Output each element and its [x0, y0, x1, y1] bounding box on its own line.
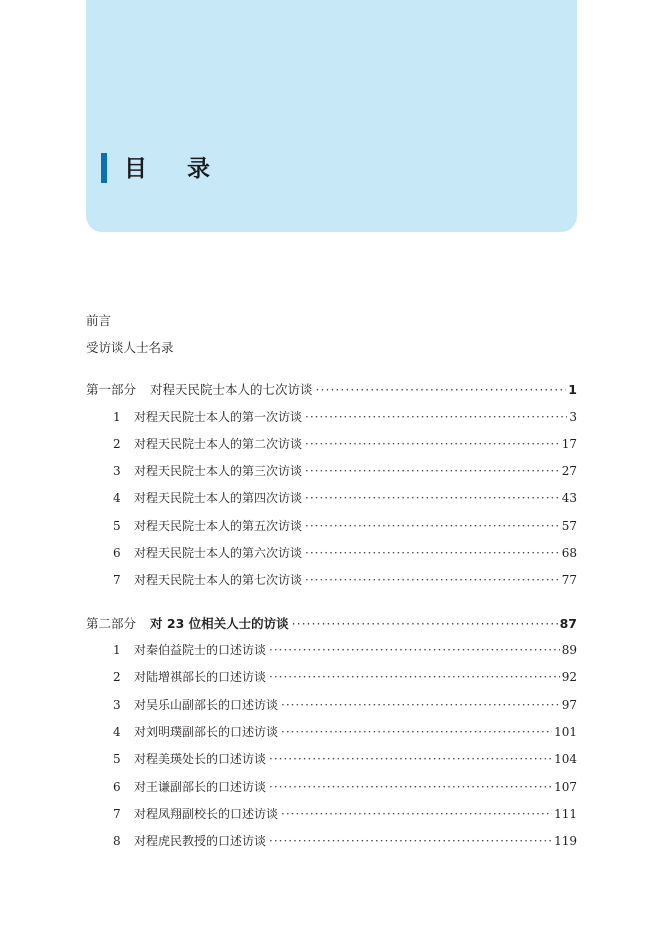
entry-title: 对刘明璞副部长的口述访谈: [134, 725, 279, 739]
dot-leader: [269, 752, 552, 766]
entry-number: 7: [113, 807, 121, 821]
page-number: 107: [554, 780, 577, 794]
toc-part-1[interactable]: [86, 380, 577, 398]
toc-entry[interactable]: [113, 696, 577, 713]
page-number: 77: [561, 573, 577, 587]
entry-number: 4: [113, 725, 121, 739]
entry-number: 3: [113, 464, 121, 478]
toc-entry[interactable]: [113, 832, 577, 849]
toc-entry[interactable]: [113, 517, 577, 534]
entry-number: 1: [113, 643, 121, 657]
page-number: 119: [554, 834, 577, 848]
entry-title: 对程天民院士本人的第四次访谈: [134, 491, 303, 505]
entry-title: 对程美瑛处长的口述访谈: [134, 752, 267, 766]
entry-number: 5: [113, 752, 121, 766]
entry-title: 对秦伯益院士的口述访谈: [134, 643, 267, 657]
entry-title: 对程天民院士本人的第二次访谈: [134, 437, 303, 451]
page-number: 43: [561, 491, 577, 505]
dot-leader: [305, 437, 560, 451]
dot-leader: [305, 410, 567, 424]
toc-entry[interactable]: [113, 408, 577, 425]
part-label: 第二部分: [86, 616, 137, 631]
dot-leader: [269, 834, 552, 848]
part-label: 第一部分: [86, 382, 137, 397]
page-number: 101: [554, 725, 577, 739]
dot-leader: [269, 780, 552, 794]
dot-leader: [305, 573, 560, 587]
toc-entry[interactable]: [113, 723, 577, 740]
entry-number: 4: [113, 491, 121, 505]
page-number: 87: [559, 616, 577, 631]
entry-number: 7: [113, 573, 121, 587]
header-band: [86, 0, 577, 232]
dot-leader: [305, 491, 560, 505]
dot-leader: [281, 698, 560, 712]
toc-part-2[interactable]: [86, 614, 577, 632]
entry-number: 6: [113, 546, 121, 560]
dot-leader: [292, 616, 558, 631]
page-number: 3: [569, 410, 577, 424]
entry-title: 对程天民院士本人的第七次访谈: [134, 573, 303, 587]
entry-title: 对陆增祺部长的口述访谈: [134, 670, 267, 684]
toc-entry[interactable]: [113, 544, 577, 561]
page-title: 目录: [124, 155, 250, 182]
entry-number: 1: [113, 410, 121, 424]
dot-leader: [281, 725, 552, 739]
title-accent-bar: [101, 153, 107, 183]
toc-entry[interactable]: [113, 435, 577, 452]
entry-title: 对程天民院士本人的第一次访谈: [134, 410, 303, 424]
page-number: 89: [561, 643, 577, 657]
entry-number: 5: [113, 519, 121, 533]
page-number: 17: [561, 437, 577, 451]
entry-number: 2: [113, 437, 121, 451]
dot-leader: [269, 670, 560, 684]
dot-leader: [269, 643, 560, 657]
toc-entry[interactable]: [113, 778, 577, 795]
dot-leader: [281, 807, 552, 821]
toc-entry[interactable]: [113, 462, 577, 479]
front-matter-preface[interactable]: 前言: [86, 313, 112, 328]
dot-leader: [305, 546, 560, 560]
entry-number: 2: [113, 670, 121, 684]
entry-title: 对王谦副部长的口述访谈: [134, 780, 267, 794]
toc-entry[interactable]: [113, 571, 577, 588]
entry-title: 对程虎民教授的口述访谈: [134, 834, 267, 848]
toc-entry[interactable]: [113, 668, 577, 685]
page-number: 97: [561, 698, 577, 712]
part-title: 对 23 位相关人士的访谈: [150, 616, 289, 631]
toc-entry[interactable]: [113, 489, 577, 506]
dot-leader: [305, 519, 560, 533]
page-number: 92: [561, 670, 577, 684]
part-title: 对程天民院士本人的七次访谈: [150, 382, 313, 397]
dot-leader: [305, 464, 560, 478]
page-number: 1: [568, 382, 577, 397]
dot-leader: [316, 382, 567, 397]
page-number: 111: [554, 807, 577, 821]
page-number: 27: [561, 464, 577, 478]
toc-entry[interactable]: [113, 641, 577, 658]
entry-title: 对程天民院士本人的第六次访谈: [134, 546, 303, 560]
page-number: 104: [554, 752, 577, 766]
front-matter-interviewee-list[interactable]: 受访谈人士名录: [86, 340, 174, 355]
entry-number: 3: [113, 698, 121, 712]
entry-number: 8: [113, 834, 121, 848]
entry-title: 对程天民院士本人的第五次访谈: [134, 519, 303, 533]
page-number: 57: [561, 519, 577, 533]
toc-entry[interactable]: [113, 750, 577, 767]
entry-title: 对程凤翔副校长的口述访谈: [134, 807, 279, 821]
page-number: 68: [561, 546, 577, 560]
entry-number: 6: [113, 780, 121, 794]
entry-title: 对程天民院士本人的第三次访谈: [134, 464, 303, 478]
toc-entry[interactable]: [113, 805, 577, 822]
entry-title: 对吴乐山副部长的口述访谈: [134, 698, 279, 712]
